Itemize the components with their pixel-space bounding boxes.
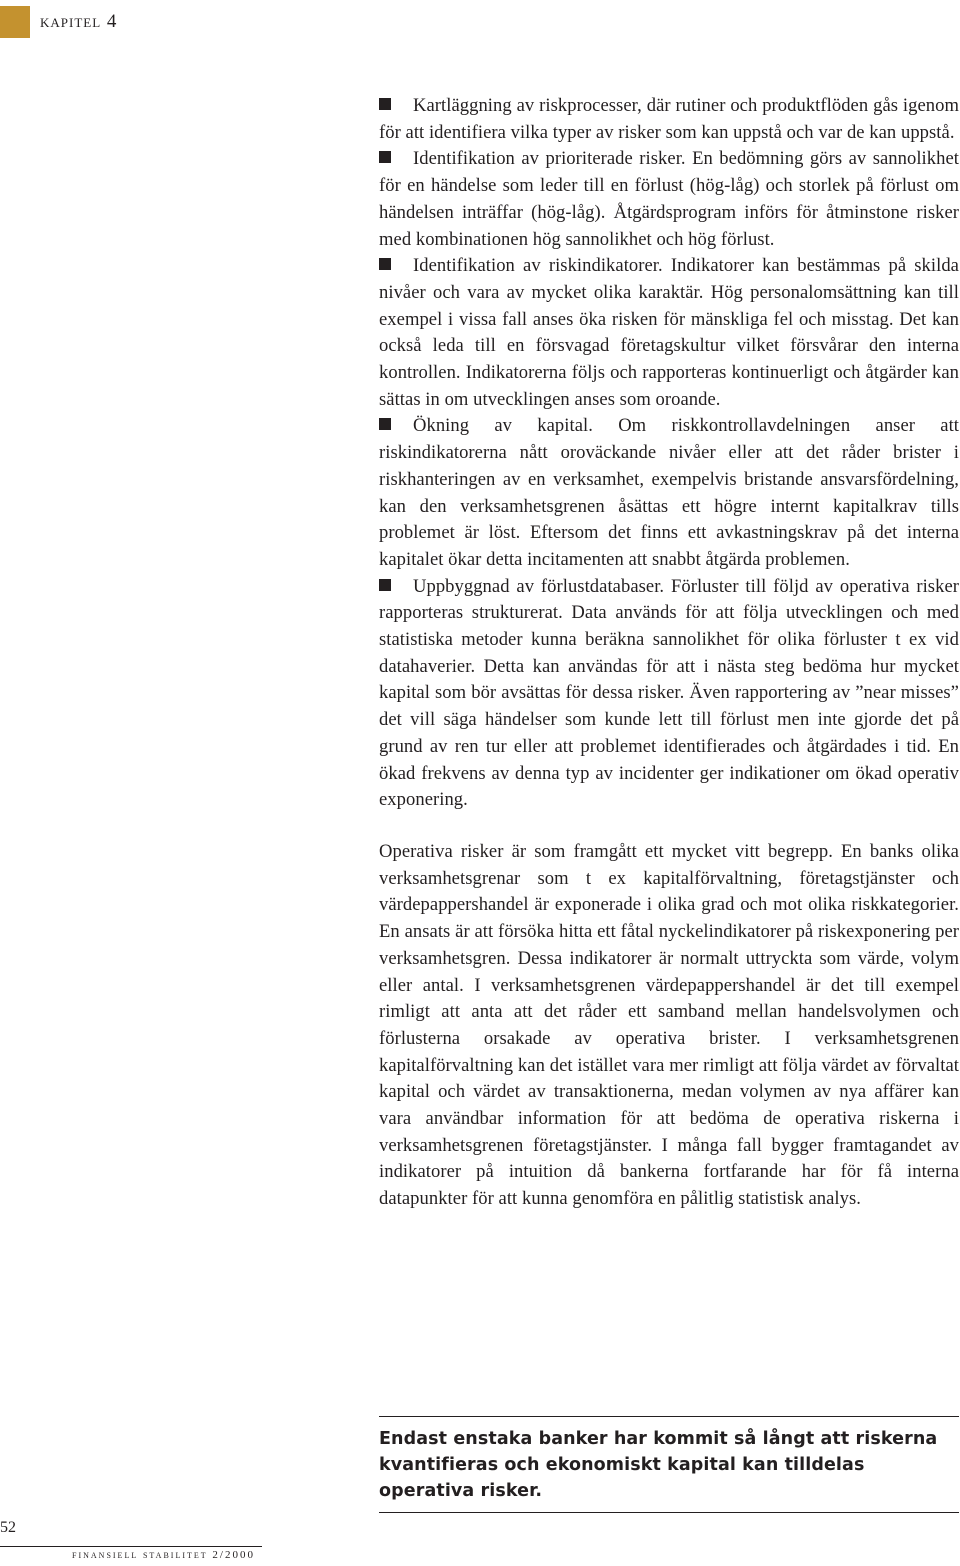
publication-title: finansiell stabilitet 2/2000 [72,1549,255,1561]
bullet-item [379,253,959,413]
main-text-column [379,93,959,1213]
bullet-text: Ökning av kapital. Om riskkontrollavdelningen anser att riskindikatorerna nått oroväckande nivåer eller att det råder brister i riskhanteringen av en verksamhet, exempelvis bristande ansvarsfördelning, kan den verksamhetsgrenen åsättas ett högre internt kapitalkrav tills problemet är löst. Eftersom det finns ett avkastningskrav på det interna kapitalet ökar detta incitamenten att snabbt åtgärda problemen. [379,415,959,570]
square-bullet-icon [379,418,391,430]
bullet-item [379,574,959,814]
square-bullet-icon [379,258,391,270]
square-bullet-icon [379,98,391,110]
bullet-text: Identifikation av prioriterade risker. En bedömning görs av sannolikhet för en händelse som leder till en förlust (hög-låg) och storlek på förlust om händelsen inträffar (hög-låg). Åtgärdsprogram införs för åtminstone risker med kombinationen hög sannolikhet och hög förlust. [379,148,959,250]
footer-divider [0,1546,262,1547]
square-bullet-icon [379,151,391,163]
pull-quote [379,1416,959,1513]
page-number: 52 [0,1519,16,1536]
bullet-text: Kartläggning av riskprocesser, där rutiner och produktflöden gås igenom för att identifiera vilka typer av risker som kan uppstå och var de kan uppstå. [379,95,959,143]
bullet-item [379,93,959,146]
body-paragraph: Operativa risker är som framgått ett mycket vitt begrepp. En banks olika verksamhetsgrenar som t ex kapitalförvaltning, företagstjänster och värdepappershandel är exponerade i olika grad och mot olika riskkategorier. En ansats är att försöka hitta ett fåtal nyckelindikatorer på riskexponering per verksamhetsgren. Dessa indikatorer är normalt uttryckta som värde, volym eller antal. I verksamhetsgrenen värdepappershandel är det till exempel rimligt att anta att det råder ett samband mellan handelsvolymen och förlusterna orsakade av operativa brister. I verksamhetsgrenen kapitalförvaltning kan det istället vara mer rimligt att följa värdet av förvaltat kapital och värdet av transaktionerna, medan volymen av nya affärer kan vara användbar information för att bedöma de operativa riskerna i verksamhetsgrenen företagstjänster. I många fall bygger framtagandet av indikatorer på intuition då bankerna fortfarande har för få interna datapunkter för att kunna genomföra en pålitlig statistisk analys. [379,840,959,1210]
bullet-item [379,146,959,253]
pull-quote-text: Endast enstaka banker har kommit så långt att riskerna kvantifieras och ekonomiskt kapital kan tilldelas operativa risker. [379,1429,938,1501]
chapter-color-marker [0,6,30,38]
bullet-text: Uppbyggnad av förlustdatabaser. Förluster till följd av operativa risker rapporteras strukturerat. Data används för att följa utvecklingen och med statistiska metoder kunna beräkna sannolikhet för olika förluster t ex vid datahaverier. Detta kan användas för att i nästa steg bedöma hur mycket kapital som bör avsättas för dessa risker. Även rapportering av ”near misses” det vill säga händelser som kunde lett till förlust men inte gjorde det på grund av ren tur eller att problemet identifierades och åtgärdades i tid. En ökad frekvens av denna typ av incidenter ger indikationer om ökad operativ exponering. [379,575,959,811]
bullet-text: Identifikation av riskindikatorer. Indikatorer kan bestämmas på skilda nivåer och vara av mycket olika karaktär. Hög personalomsättning kan till exempel i vissa fall anses öka risken för mänskliga fel och misstag. Det kan också leda till en försvagad företagskultur vilket försvårar den interna kontrollen. Indikatorerna följs och rapporteras kontinuerligt och åtgärder kan sättas in om utvecklingen anses som oroande. [379,255,959,410]
bullet-item [379,413,959,573]
square-bullet-icon [379,579,391,591]
page-header [0,6,117,38]
chapter-label: kapitel 4 [40,11,118,32]
